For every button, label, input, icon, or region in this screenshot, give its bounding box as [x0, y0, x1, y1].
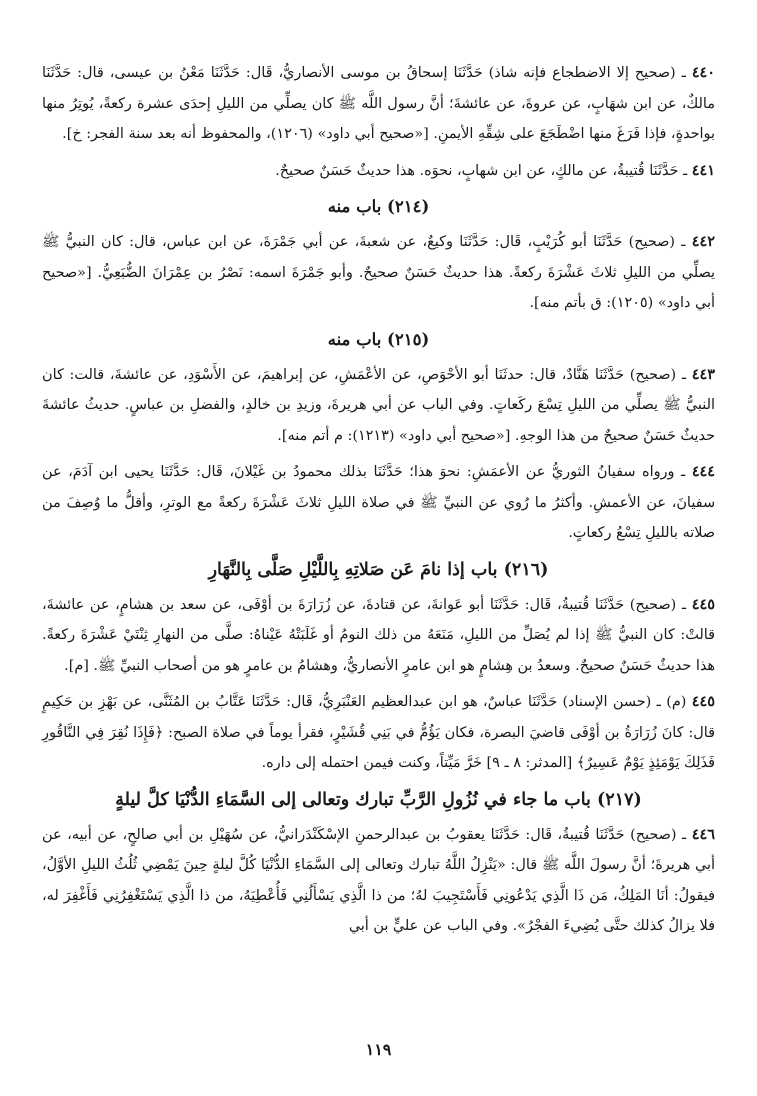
hadith-number: ٤٤٤	[691, 463, 716, 480]
hadith-paragraph	[42, 687, 715, 779]
hadith-number: ٤٤٠	[691, 64, 716, 81]
hadith-paragraph	[42, 227, 715, 319]
hadith-text: ـ (صحيح إلا الاضطجاع فإنه شاذ) حَدَّثَنَا إسحاقُ بن موسى الأنصاريُّ، قَال: حَدَّثَنَا مَعْنُ بن عيسى، قال: حَدَّثَنَا مالكٌ، عن ابن شهَابٍ، عن عروةَ، عن عائشةَ؛ أنَّ رسول اللَّه ﷺ كان يصلِّي من الليلِ إحدَى عشرة ركعةً، يُوتِرُ منها بواحدةٍ، فإذا فَرَغَ منها اضْطَجَعَ على شِقِّهِ الأيمنِ. [«صحيح أبي داود» (١٢٠٦)، والمحفوظ أنه بعد سنة الفجر: خ].	[42, 65, 715, 142]
page-number: ١١٩	[365, 1040, 392, 1059]
hadith-text: ـ (صحيح) حَدَّثَنَا قُتيبةُ، قَال: حَدَّثَنَا أبو عَوانةَ، عن قتادةَ، عن زُرَارَةَ بن أوْفَى، عن سعد بن هشامٍ، عن عائشةَ، قالتْ: كان النبيُّ ﷺ إذا لم يُصَلِّ من الليلِ، مَنَعَهُ من ذلك النومُ أو غَلَبَتْهُ عَيْناهُ: صلَّى من النهارِ ثِنْتَيْ عَشْرَةَ ركعةً. هذا حديثٌ حَسَنٌ صحيحٌ. وسعدُ بن هِشامٍ هو ابن عامرٍ الأنصاريُّ، وهشامُ بن عامرٍ هو من أصحاب النبيِّ ﷺ. [م].	[42, 596, 715, 674]
chapter-heading: (٢١٦) باب إذا نامَ عَن صَلاتِهِ بِاللَّيْلِ صَلَّى بِالنَّهَارِ	[208, 559, 549, 580]
hadith-number: ٤٤٢	[691, 233, 715, 250]
chapter-heading: (٢١٧) باب ما جاء في نُزُولِ الرَّبِّ تبارك وتعالى إلى السَّمَاءِ الدُّنْيَا كلَّ ليلةٍ	[115, 789, 642, 810]
hadith-text: (م) ـ (حسن الإسناد) حَدَّثَنَا عباسٌ، هو ابن عبدالعظيم العَنْبَرِيُّ، قَال: حَدَّثَنَا عَتَّابُ بن المُثَنَّى، عن بَهْزِ بن حَكِيمٍ قال: كانَ زُرَارَةُ بن أوْفَى قاضيَ البصرة، فكان يَؤُمُّ في بَنِي قُشَيْرٍ، فقرأ يوماً في صلاة الصبح: ﴿فَإِذَا نُقِرَ فِي النَّاقُورِ فَذَلِكَ يَوْمَئِذٍ يَوْمٌ عَسِيرٌ﴾ [المدثر: ٨ ـ ٩] خَرَّ مَيِّتاً، وكنت فيمن احتمله إلى داره.	[42, 694, 715, 771]
hadith-number: ٤٤٥	[691, 693, 715, 710]
chapter-heading: (٢١٥) باب منه	[327, 329, 430, 349]
hadith-paragraph	[42, 820, 715, 942]
hadith-text: ـ حَدَّثَنَا قُتيبةُ، عن مالكٍ، عن ابن شهابٍ، نحوَه. هذا حديثٌ حَسَنٌ صحيحٌ.	[275, 162, 688, 179]
hadith-number: ٤٤٥	[691, 595, 715, 613]
hadith-paragraph	[42, 360, 715, 452]
hadith-text: ـ (صحيح) حَدَّثَنَا أبو كُرَيْبٍ، قَال: حَدَّثَنَا وكيعٌ، عن شعبةَ، عن أبي جَمْرَةَ، عن ابن عباس، قال: كان النبيُّ ﷺ يصلِّي من الليلِ ثلاثَ عَشْرَةَ ركعةً. هذا حديثٌ حَسَنٌ صحيحٌ. وأبو جَمْرَةَ اسمه: نَصْرُ بن عِمْرَانَ الضُّبَعِيُّ. [«صحيح أبي داود» (١٢٠٥): ق بأتم منه].	[42, 234, 715, 311]
hadith-number: ٤٤٣	[691, 365, 715, 383]
hadith-number: ٤٤١	[691, 161, 715, 179]
hadith-number: ٤٤٦	[691, 825, 715, 843]
chapter-heading: (٢١٤) باب منه	[327, 197, 430, 216]
hadith-text: ـ (صحيح) حَدَّثَنَا قُتيبةُ، قَال: حَدَّثَنَا يعقوبُ بن عبدالرحمنِ الإسْكَنْدَرانيُّ، عن سُهَيْلِ بن أبي صالحٍ، عن أبيه، عن أبي هريرةَ؛ أنَّ رسولَ اللَّه ﷺ قال: «يَنْزِلُ اللَّهُ تبارك وتعالى إلى السَّمَاءِ الدُّنْيَا كُلَّ ليلةٍ حِينَ يَمْضِي ثُلُثُ الليلِ الأوَّلُ، فيقولُ: أنَا المَلِكُ، مَن ذَا الَّذِي يَدْعُونِي فَأَسْتَجِيبَ لهُ؛ من ذا الَّذِي يَسْأَلُنِي فَأُعْطِيَهُ، من ذا الَّذِي يَسْتَغْفِرُنِي فَأَغْفِرَ له، فلا يزالُ كذلك حتَّى يُضِيءَ الفجْرُ». وفي الباب عن عليٍّ بن أبي	[42, 826, 715, 934]
hadith-text: ـ ورواه سفيانُ الثوريُّ عن الأعمَشِ: نحوَ هذا؛ حَدَّثَنَا بذلك محمودُ بن غَيْلانَ، قَال: حَدَّثَنَا يحيى ابن آدَمَ، عن سفيانَ، عن الأعمشِ. وأكثرُ ما رُوي عن النبيِّ ﷺ في صلاة الليلِ ثلاثَ عَشْرَةَ ركعةً مع الوترِ، وأقلُّ ما وُصِفَ من صلاته بالليلِ تِسْعُ ركعاتٍ.	[42, 464, 715, 541]
hadith-text: ـ (صحيح) حَدَّثَنَا هَنَّادٌ، قال: حدثَنَا أبو الأحْوَصِ، عن الأعْمَشِ، عن إبراهيمَ، عن الأَسْوَدِ، عن عائشةَ، قالت: كان النبيُّ ﷺ يصلِّي من الليلِ تِسْعَ ركَعاتٍ. وفي الباب عن أبي هريرةَ، وزيدِ بن خالدٍ، والفضلِ بن عباسٍ. حديثُ عائشةَ حديثٌ حَسَنٌ صحيحٌ من هذا الوجهِ. [«صحيح أبي داود» (١٢١٣): م أتم منه].	[42, 366, 715, 444]
hadith-paragraph	[42, 457, 715, 549]
hadith-paragraph	[42, 58, 715, 150]
hadith-paragraph	[42, 156, 715, 187]
hadith-paragraph	[42, 590, 715, 682]
